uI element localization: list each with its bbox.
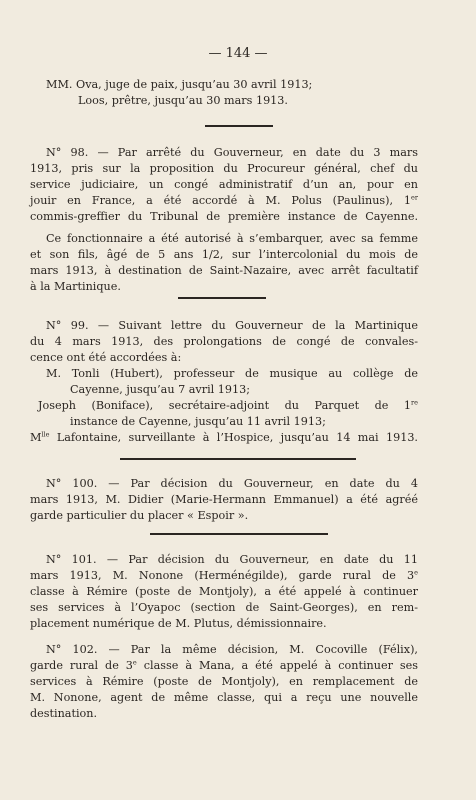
text-line: et son fils, âgé de 5 ans 1/2, sur l’intercolonial du mois de bbox=[30, 248, 418, 261]
text-line: placement numérique de M. Plutus, démissionnaire. bbox=[30, 617, 327, 630]
text-line: mars 1913, M. Nonone (Herménégilde), garde rural de 3e bbox=[30, 568, 418, 582]
text-line: ses services à l’Oyapoc (section de Saint-Georges), en rem- bbox=[30, 601, 418, 614]
text-line: jouir en France, a été accordé à M. Polus (Paulinus), 1er bbox=[30, 193, 418, 207]
text-line: mars 1913, à destination de Saint-Nazaire, avec arrêt facultatif bbox=[30, 264, 418, 277]
paragraph-98 bbox=[30, 145, 418, 295]
section-divider bbox=[150, 533, 328, 535]
text-line: N° 102. — Par la même décision, M. Cocoville (Félix), bbox=[46, 643, 418, 656]
text-line: garde particulier du placer « Espoir ». bbox=[30, 509, 249, 522]
section-divider bbox=[120, 458, 356, 460]
text-line: $M^{lle}$ Lafontaine, surveillante à l’Hospice, jusqu’au 14 mai 1913. bbox=[30, 430, 418, 444]
text-line: N° 101. — Par décision du Gouverneur, en date du 11 bbox=[46, 553, 418, 566]
text-line: Cayenne, jusqu’au 7 avril 1913; bbox=[70, 383, 251, 396]
text-line: services à Rémire (poste de Montjoly), en remplacement de bbox=[30, 675, 418, 688]
list-head bbox=[30, 77, 418, 109]
text-line: MM. Ova, juge de paix, jusqu’au 30 avril 1913; bbox=[46, 78, 313, 91]
section-divider bbox=[205, 125, 273, 127]
text-line: cence ont été accordées à: bbox=[30, 351, 182, 364]
text-line: classe à Rémire (poste de Montjoly), a été appelé à continuer bbox=[30, 585, 418, 598]
text-line: 1913, pris sur la proposition du Procureur général, chef du bbox=[30, 162, 418, 175]
text-line: N° 99. — Suivant lettre du Gouverneur de la Martinique bbox=[46, 319, 418, 332]
text-line: M. Tonli (Hubert), professeur de musique au collège de bbox=[46, 367, 418, 380]
section-divider bbox=[178, 297, 266, 299]
text-line: Loos, prêtre, jusqu’au 30 mars 1913. bbox=[78, 94, 288, 107]
text-line: Joseph (Boniface), secrétaire-adjoint du Parquet de 1re bbox=[38, 398, 418, 412]
text-line: M. Nonone, agent de même classe, qui a reçu une nouvelle bbox=[30, 691, 418, 704]
text-line: N° 100. — Par décision du Gouverneur, en date du 4 bbox=[46, 477, 418, 490]
paragraph-102 bbox=[30, 642, 418, 722]
text-line: mars 1913, M. Didier (Marie-Hermann Emmanuel) a été agréé bbox=[30, 493, 418, 506]
text-line: Ce fonctionnaire a été autorisé à s’embarquer, avec sa femme bbox=[46, 232, 418, 245]
text-line: à la Martinique. bbox=[30, 280, 121, 293]
text-line: garde rural de 3e classe à Mana, a été appelé à continuer ses bbox=[30, 658, 418, 672]
text-line: destination. bbox=[30, 707, 98, 720]
text-line: N° 98. — Par arrêté du Gouverneur, en date du 3 mars bbox=[46, 146, 418, 159]
paragraph-101 bbox=[30, 552, 418, 632]
text-line: service judiciaire, un congé administratif d’un an, pour en bbox=[30, 178, 418, 191]
text-line: du 4 mars 1913, des prolongations de congé de convales- bbox=[30, 335, 418, 348]
paragraph-100 bbox=[30, 476, 418, 524]
paragraph-99 bbox=[30, 318, 418, 446]
text-line: instance de Cayenne, jusqu’au 11 avril 1913; bbox=[70, 415, 326, 428]
page-number: — 144 — bbox=[208, 46, 268, 61]
text-line: commis-greffier du Tribunal de première instance de Cayenne. bbox=[30, 210, 418, 223]
